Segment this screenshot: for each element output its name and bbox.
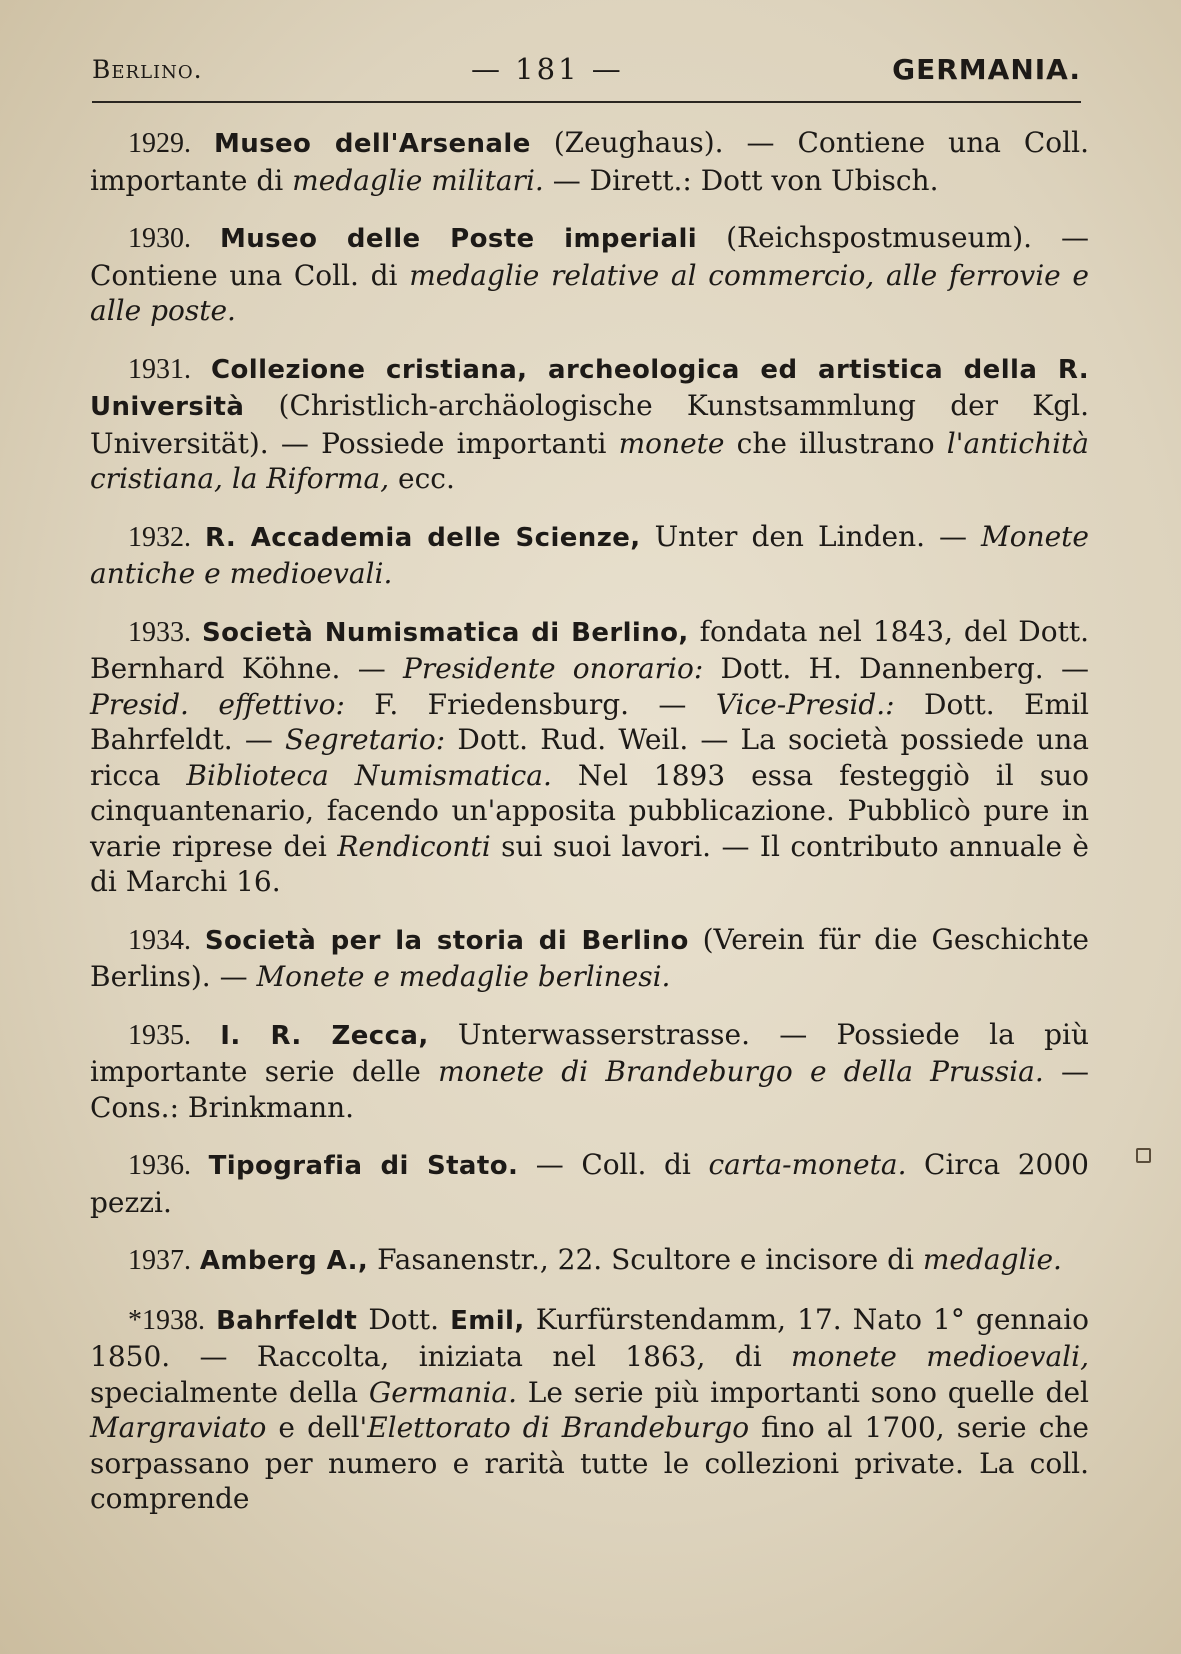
- entry-title: Amberg A.,: [199, 1246, 369, 1276]
- entry-italic: medaglie militari.: [292, 163, 544, 197]
- entry-number: 1932.: [128, 521, 191, 553]
- entry-text: sui suoi lavori. — Il contributo annuale è di Marchi 16.: [90, 829, 1090, 898]
- entry-text: specialmente della: [90, 1375, 369, 1409]
- entry-italic: Presidente onorario:: [403, 652, 704, 685]
- entry-text: Dott. H. Dannenberg. —: [703, 652, 1089, 685]
- entry-number: 1933.: [128, 616, 191, 648]
- entry-text: fondata nel 1843, del Dott. Bernhard Köhne. —: [90, 614, 1089, 685]
- entry-text: Nel 1893 essa festeggiò il suo cinquantenario, facendo un'apposita pubblicazione. Pubblicò pure in varie riprese dei: [90, 758, 1089, 863]
- entry-italic: Segretario:: [284, 723, 446, 756]
- entry-title: Società Numismatica di Berlino,: [201, 617, 689, 648]
- entry-1936: [90, 1147, 1089, 1220]
- entry-italic: carta-moneta.: [708, 1148, 907, 1181]
- entry-1938: [90, 1302, 1089, 1517]
- running-header: [92, 44, 1081, 94]
- entry-italic: Vice-Presid.:: [715, 687, 895, 721]
- entry-title: Collezione cristiana, archeologica ed artistica della R. Università: [90, 354, 1089, 422]
- entry-number: 1935.: [128, 1019, 191, 1051]
- entry-title: R. Accademia delle Scienze,: [205, 522, 641, 553]
- entry-text: Dott. Rud. Weil. — La società possiede una ricca: [90, 723, 1089, 792]
- entry-number: 1929.: [128, 128, 191, 159]
- entry-italic: Monete antiche e medioevali.: [90, 519, 1089, 590]
- header-rule: [92, 101, 1081, 103]
- entry-italic: medaglie relative al commercio, alle ferrovie e alle poste.: [90, 258, 1089, 327]
- entry-number: 1936.: [128, 1150, 191, 1181]
- entry-italic: Elettorato di Brandeburgo: [367, 1411, 750, 1444]
- entry-title: Museo delle Poste imperiali: [220, 224, 698, 254]
- entry-text: Dott. Emil Bahrfeldt. —: [90, 687, 1090, 756]
- entry-1933: [90, 614, 1089, 900]
- entry-italic: Presid. effettivo:: [90, 687, 345, 721]
- entry-list: [90, 125, 1089, 1537]
- entry-title: I. R. Zecca,: [220, 1020, 429, 1051]
- header-country: GERMANIA.: [892, 52, 1081, 86]
- entry-italic: monete di Brandeburgo e della Prussia.: [438, 1055, 1044, 1088]
- entry-number: 1931.: [128, 353, 191, 385]
- margin-mark: [1136, 1148, 1151, 1163]
- entry-text: Unterwasserstrasse. — Possiede la più importante serie delle: [90, 1017, 1089, 1088]
- entry-italic: l'antichità cristiana, la Riforma,: [90, 426, 1089, 495]
- entry-title: Società per la storia di Berlino: [204, 925, 689, 956]
- entry-1930: [90, 220, 1089, 329]
- entry-title: Emil,: [450, 1305, 525, 1336]
- entry-italic: monete medioevali,: [791, 1340, 1089, 1373]
- entry-italic: monete: [618, 426, 725, 460]
- entry-text: — Cons.: Brinkmann.: [90, 1055, 1090, 1124]
- entry-number: *1938.: [128, 1304, 205, 1336]
- entry-text: e dell': [266, 1411, 368, 1444]
- entry-italic: Biblioteca Numismatica.: [186, 758, 552, 792]
- entry-number: 1937.: [128, 1245, 191, 1276]
- entry-text: (Reichspostmuseum). — Contiene una Coll. di: [90, 221, 1090, 292]
- entry-text: (Verein für die Geschichte Berlins). —: [90, 922, 1089, 993]
- entry-italic: Margraviato: [90, 1411, 267, 1444]
- entry-text: che illustrano: [724, 426, 947, 460]
- entry-text: ecc.: [389, 462, 455, 495]
- entry-text: (Christlich-archäologische Kunstsammlung der Kgl. Universität). — Possiede importanti: [90, 389, 1089, 460]
- entry-text: Circa 2000 pezzi.: [90, 1148, 1089, 1219]
- entry-text: Unter den Linden. —: [640, 519, 982, 553]
- entry-1929: [90, 125, 1089, 198]
- entry-title: Tipografia di Stato.: [208, 1151, 519, 1181]
- entry-1937: [90, 1242, 1089, 1280]
- entry-italic: Monete e medaglie berlinesi.: [256, 960, 671, 993]
- entry-italic: Rendiconti: [337, 829, 491, 863]
- entry-number: 1930.: [128, 223, 191, 254]
- entry-text: fino al 1700, serie che sorpassano per numero e rarità tutte le collezioni private. La coll. comprende: [90, 1411, 1090, 1515]
- header-location: Berlino.: [92, 54, 203, 84]
- page-number: — 181 —: [470, 52, 624, 86]
- entry-number: 1934.: [128, 924, 191, 956]
- entry-text: F. Friedensburg. —: [344, 687, 716, 721]
- entry-text: — Coll. di: [518, 1148, 709, 1181]
- entry-text: Kurfürstendamm, 17. Nato 1° gennaio 1850. — Raccolta, iniziata nel 1863, di: [90, 1302, 1089, 1373]
- entry-text: Le serie più importanti sono quelle del: [517, 1375, 1089, 1409]
- entry-italic: Germania.: [368, 1375, 517, 1409]
- entry-title: Bahrfeldt: [216, 1305, 358, 1336]
- entry-1931: [90, 351, 1089, 497]
- entry-text: Dott.: [357, 1302, 451, 1336]
- entry-1932: [90, 519, 1089, 592]
- entry-1934: [90, 922, 1089, 995]
- entry-italic: medaglie.: [922, 1243, 1062, 1276]
- entry-text: (Zeughaus). — Contiene una Coll. importante di: [90, 126, 1089, 197]
- entry-1935: [90, 1017, 1089, 1126]
- entry-title: Museo dell'Arsenale: [213, 129, 531, 159]
- entry-text: — Dirett.: Dott von Ubisch.: [543, 163, 939, 197]
- entry-text: Fasanenstr., 22. Scultore e incisore di: [368, 1243, 923, 1276]
